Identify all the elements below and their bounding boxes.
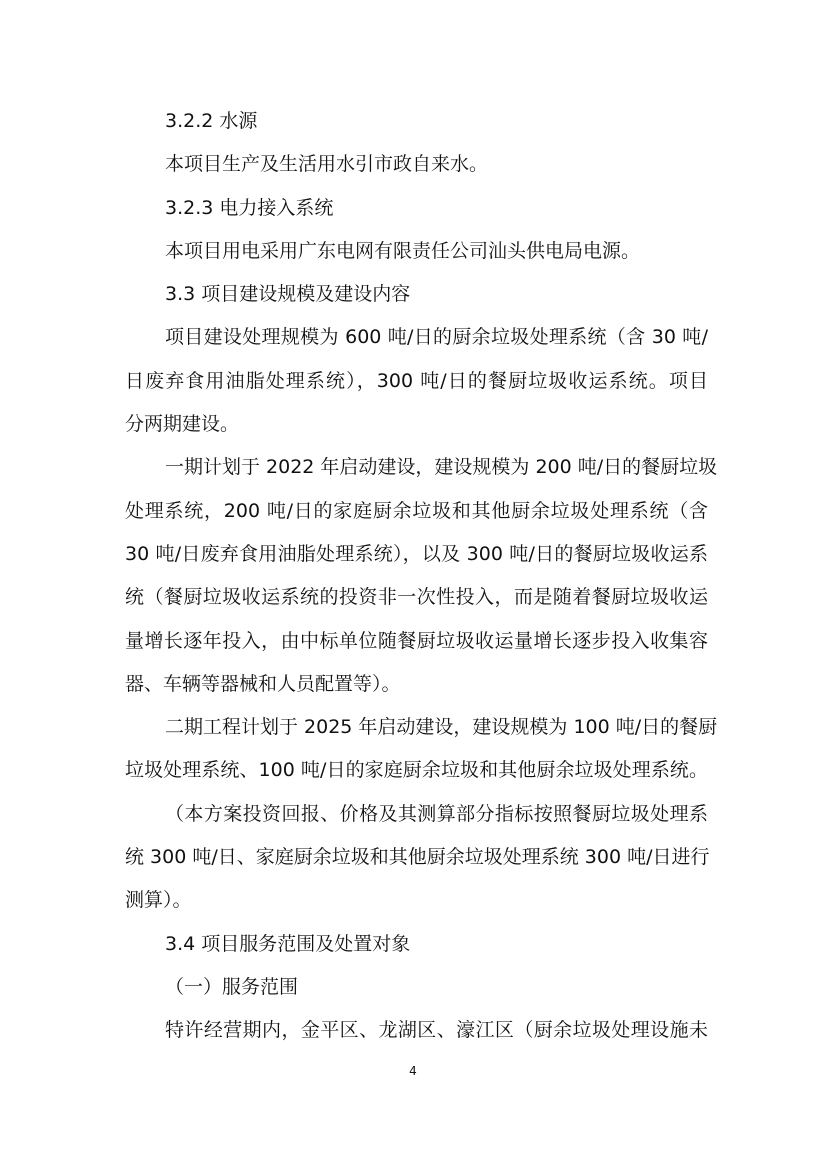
text-line: 二期工程计划于 2025 年启动建设，建设规模为 100 吨/日的餐厨 [165, 716, 718, 739]
text-line: 器、车辆等器械和人员配置等）。 [125, 672, 401, 695]
text-line: 日废弃食用油脂处理系统），300 吨/日的餐厨垃圾收运系统。项目 [125, 369, 708, 392]
text-line: 一期计划于 2022 年启动建设，建设规模为 200 吨/日的餐厨垃圾 [165, 456, 718, 479]
text-line: 测算）。 [125, 889, 192, 912]
text-line: 特许经营期内，金平区、龙湖区、濠江区（厨余垃圾处理设施未 [165, 1019, 708, 1042]
document-body [125, 108, 718, 1061]
text-line: 处理系统，200 吨/日的家庭厨余垃圾和其他厨余垃圾处理系统（含 [125, 499, 708, 522]
page-number: 4 [409, 1064, 417, 1078]
text-line: 3.2.3 电力接入系统 [165, 196, 334, 219]
text-line: 3.2.2 水源 [165, 110, 258, 132]
text-line: 本项目生产及生活用水引市政自来水。 [165, 153, 489, 176]
text-line: 30 吨/日废弃食用油脂处理系统），以及 300 吨/日的餐厨垃圾收运系 [125, 542, 708, 565]
text-line: 统（餐厨垃圾收运系统的投资非一次性投入，而是随着餐厨垃圾收运 [125, 586, 708, 609]
text-line: 本项目用电采用广东电网有限责任公司汕头供电局电源。 [165, 239, 641, 262]
text-line: （一）服务范围 [165, 975, 299, 998]
text-line: 分两期建设。 [125, 413, 240, 436]
text-line: 项目建设处理规模为 600 吨/日的厨余垃圾处理系统（含 30 吨/ [165, 326, 708, 349]
text-line: 3.4 项目服务范围及处置对象 [165, 932, 411, 955]
text-line: 统 300 吨/日、家庭厨余垃圾和其他厨余垃圾处理系统 300 吨/日进行 [125, 846, 710, 869]
text-line: 3.3 项目建设规模及建设内容 [165, 283, 411, 306]
text-line: 垃圾处理系统、100 吨/日的家庭厨余垃圾和其他厨余垃圾处理系统。 [125, 759, 708, 782]
text-line: 量增长逐年投入，由中标单位随餐厨垃圾收运量增长逐步投入收集容 [125, 629, 708, 652]
text-line: （本方案投资回报、价格及其测算部分指标按照餐厨垃圾处理系 [165, 802, 708, 825]
